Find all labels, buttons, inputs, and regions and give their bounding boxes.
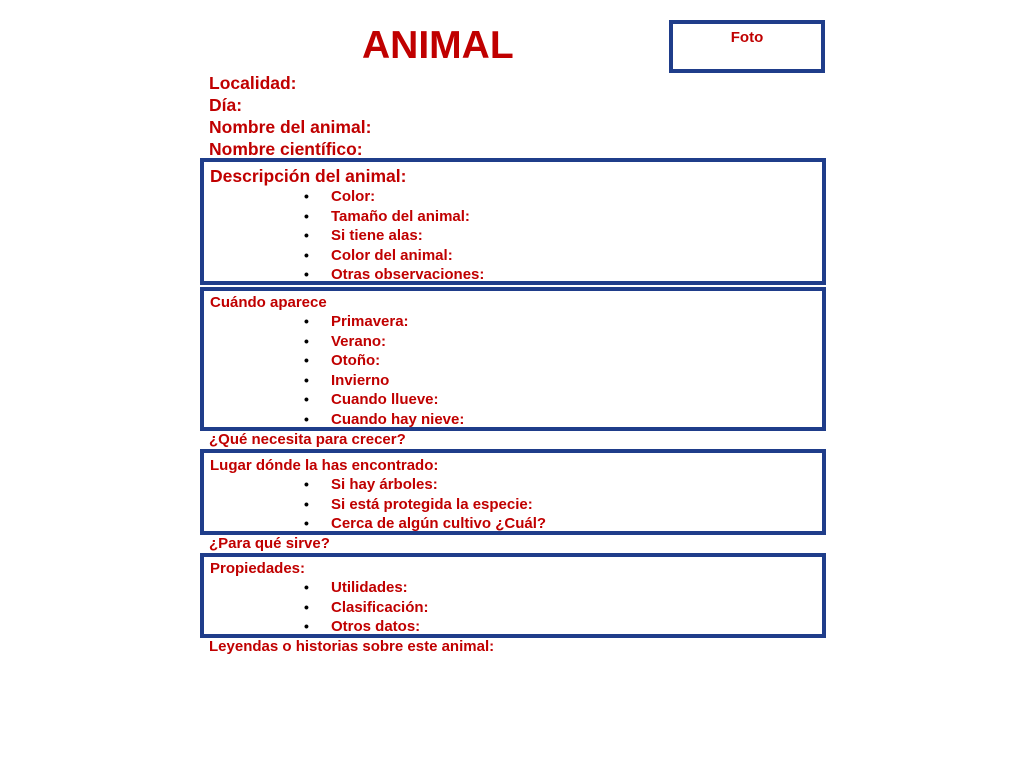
- list-item: • Clasificación:: [304, 598, 429, 616]
- day-field-label: Día:: [209, 95, 243, 115]
- list-item: • Si hay árboles:: [304, 476, 438, 493]
- list-item: • Si está protegida la especie:: [304, 495, 533, 513]
- location-heading: Lugar dónde la has encontrado:: [210, 457, 439, 474]
- description-list: [300, 187, 484, 285]
- header-fields: [209, 72, 371, 160]
- animal-name-field-label: Nombre del animal:: [209, 117, 372, 137]
- list-item: • Color:: [304, 188, 376, 205]
- bullet-icon: •: [304, 598, 309, 615]
- bullet-icon: •: [304, 207, 309, 224]
- list-item: • Si tiene alas:: [304, 227, 423, 245]
- growth-question: ¿Qué necesita para crecer?: [209, 431, 406, 448]
- bullet-icon: •: [304, 391, 309, 408]
- appearance-section: [200, 287, 826, 431]
- list-item: • Verano:: [304, 332, 387, 350]
- list-item: • Otros datos:: [304, 618, 421, 636]
- bullet-icon: •: [304, 313, 309, 329]
- list-item: • Utilidades:: [304, 579, 408, 596]
- bullet-icon: •: [304, 266, 309, 283]
- properties-section: [200, 553, 826, 638]
- location-list: [300, 475, 546, 534]
- appearance-list: [300, 312, 464, 430]
- bullet-icon: •: [304, 495, 309, 512]
- list-item: • Color del animal:: [304, 246, 453, 264]
- properties-heading: Propiedades:: [210, 560, 306, 577]
- description-heading: Descripción del animal:: [210, 166, 407, 186]
- list-item: • Otras observaciones:: [304, 266, 485, 284]
- bullet-icon: •: [304, 515, 309, 532]
- page-title: ANIMAL: [362, 24, 514, 67]
- list-item: • Otoño:: [304, 352, 381, 370]
- description-section: [200, 158, 826, 285]
- bullet-icon: •: [304, 332, 309, 349]
- bullet-icon: •: [304, 188, 309, 204]
- bullet-icon: •: [304, 618, 309, 635]
- bullet-icon: •: [304, 371, 309, 388]
- list-item: • Cuando llueve:: [304, 391, 439, 409]
- list-item: • Cuando hay nieve:: [304, 410, 465, 428]
- list-item: • Primavera:: [304, 313, 409, 330]
- locality-field-label: Localidad:: [209, 73, 297, 93]
- list-item: • Invierno: [304, 371, 390, 389]
- scientific-name-field-label: Nombre científico:: [209, 139, 363, 159]
- bullet-icon: •: [304, 410, 309, 427]
- bullet-icon: •: [304, 352, 309, 369]
- photo-box: [669, 20, 825, 73]
- purpose-question: ¿Para qué sirve?: [209, 535, 330, 552]
- bullet-icon: •: [304, 227, 309, 244]
- bullet-icon: •: [304, 246, 309, 263]
- list-item: • Cerca de algún cultivo ¿Cuál?: [304, 515, 547, 533]
- legends-line: Leyendas o historias sobre este animal:: [209, 638, 495, 655]
- location-section: [200, 449, 826, 535]
- properties-list: [300, 578, 429, 637]
- list-item: • Tamaño del animal:: [304, 207, 470, 225]
- photo-label: Foto: [730, 29, 764, 46]
- bullet-icon: •: [304, 579, 309, 595]
- appearance-heading: Cuándo aparece: [210, 294, 327, 311]
- bullet-icon: •: [304, 476, 309, 492]
